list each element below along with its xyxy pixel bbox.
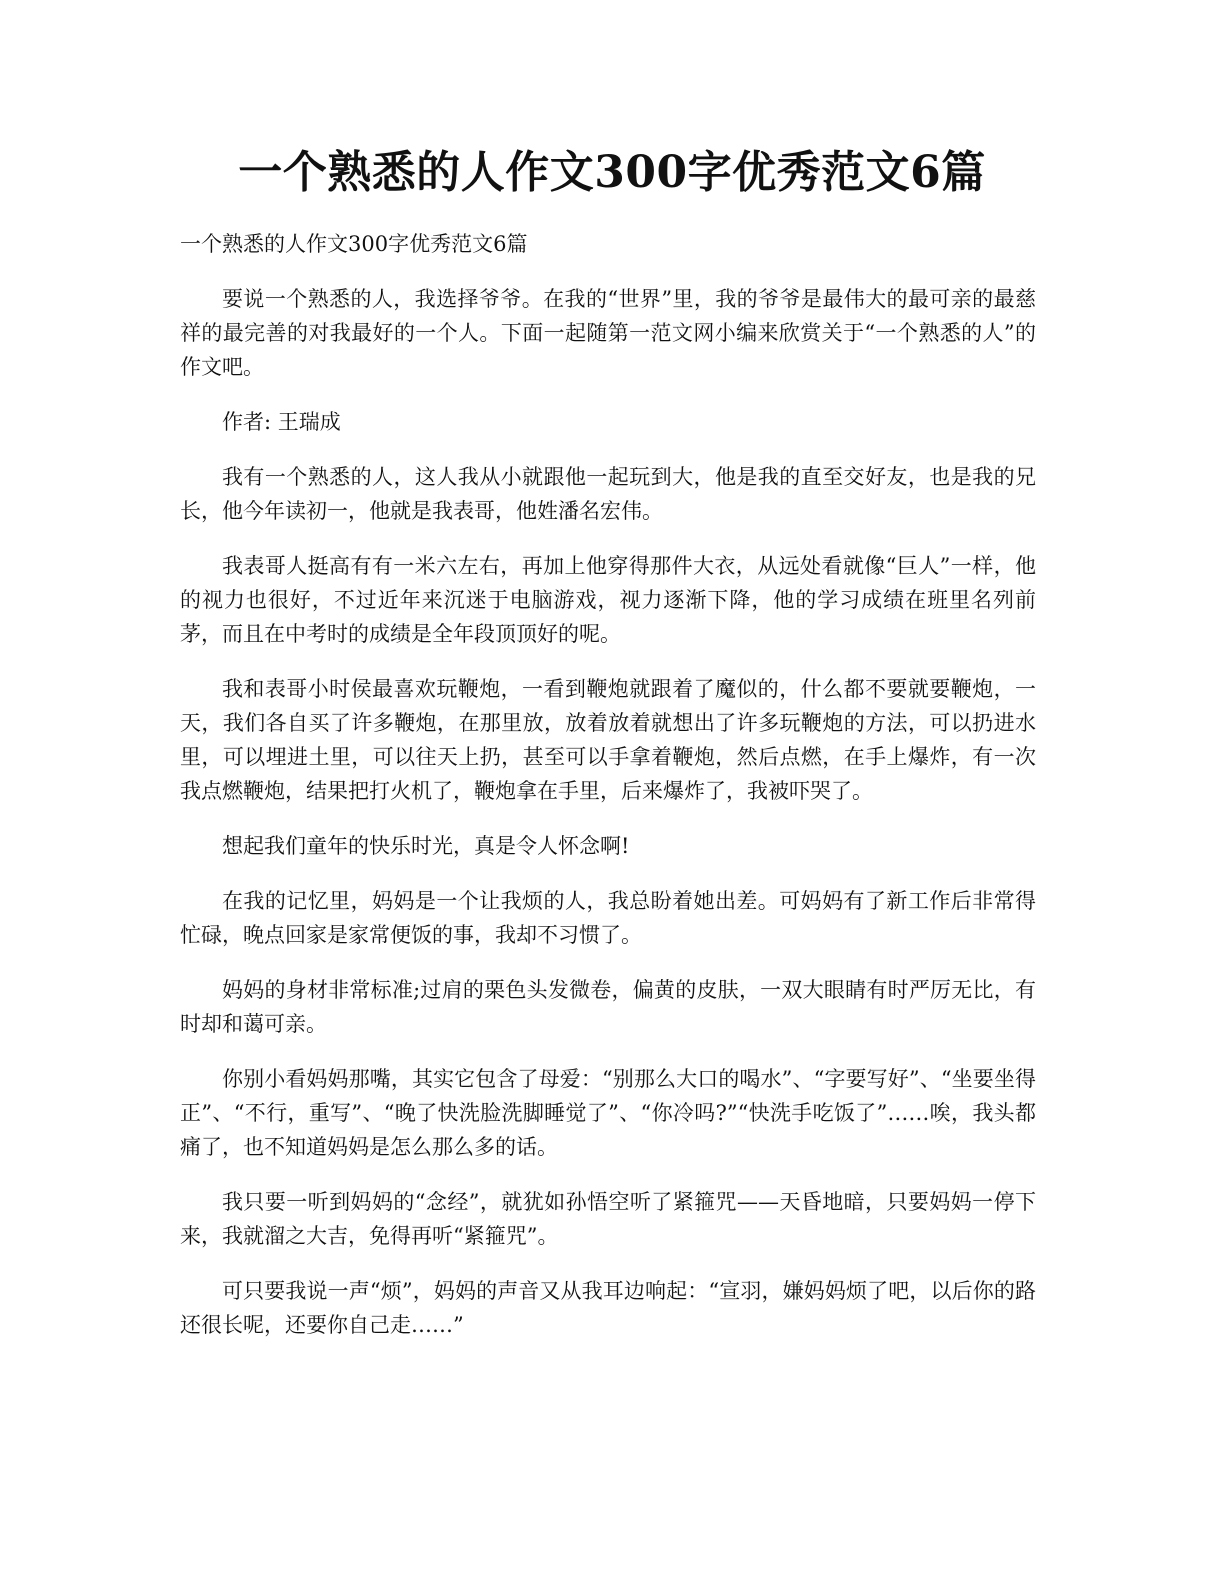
paragraph: 我有一个熟悉的人，这人我从小就跟他一起玩到大，他是我的直至交好友，也是我的兄长，他今年读初一，他就是我表哥，他姓潘名宏伟。 [180,465,1036,523]
paragraph-intro: 要说一个熟悉的人，我选择爷爷。在我的“世界”里，我的爷爷是最伟大的最可亲的最慈祥的最完善的对我最好的一个人。下面一起随第一范文网小编来欣赏关于“一个熟悉的人”的作文吧。 [180,287,1036,379]
paragraph: 可只要我说一声“烦”，妈妈的声音又从我耳边响起：“宣羽，嫌妈妈烦了吧，以后你的路还很长呢，还要你自己走……” [180,1279,1036,1337]
document-subtitle: 一个熟悉的人作文300字优秀范文6篇 [180,232,528,256]
document-title: 一个熟悉的人作文300字优秀范文6篇 [238,147,986,198]
paragraph: 想起我们童年的快乐时光，真是令人怀念啊! [222,834,630,858]
document-body [180,224,1036,1363]
paragraph: 我只要一听到妈妈的“念经”，就犹如孙悟空听了紧箍咒——天昏地暗，只要妈妈一停下来，我就溜之大吉，免得再听“紧箍咒”。 [180,1190,1036,1248]
paragraph: 你别小看妈妈那嘴，其实它包含了母爱：“别那么大口的喝水”、“字要写好”、“坐要坐得正”、“不行，重写”、“晚了快洗脸洗脚睡觉了”、“你冷吗?”“快洗手吃饭了”……唉，我头都痛了，也不知道妈妈是怎么那么多的话。 [180,1067,1036,1159]
paragraph: 我和表哥小时侯最喜欢玩鞭炮，一看到鞭炮就跟着了魔似的，什么都不要就要鞭炮，一天，我们各自买了许多鞭炮，在那里放，放着放着就想出了许多玩鞭炮的方法，可以扔进水里，可以埋进土里，可以往天上扔，甚至可以手拿着鞭炮，然后点燃，在手上爆炸，有一次我点燃鞭炮，结果把打火机了，鞭炮拿在手里，后来爆炸了，我被吓哭了。 [180,677,1036,803]
paragraph: 我表哥人挺高有有一米六左右，再加上他穿得那件大衣，从远处看就像“巨人”一样，他的视力也很好，不过近年来沉迷于电脑游戏，视力逐渐下降，他的学习成绩在班里名列前茅，而且在中考时的成绩是全年段顶顶好的呢。 [180,554,1036,646]
paragraph: 在我的记忆里，妈妈是一个让我烦的人，我总盼着她出差。可妈妈有了新工作后非常得忙碌，晚点回家是家常便饭的事，我却不习惯了。 [180,889,1036,947]
paragraph-author: 作者: 王瑞成 [222,410,341,434]
paragraph: 妈妈的身材非常标准;过肩的栗色头发微卷，偏黄的皮肤，一双大眼睛有时严厉无比，有时却和蔼可亲。 [180,978,1036,1036]
